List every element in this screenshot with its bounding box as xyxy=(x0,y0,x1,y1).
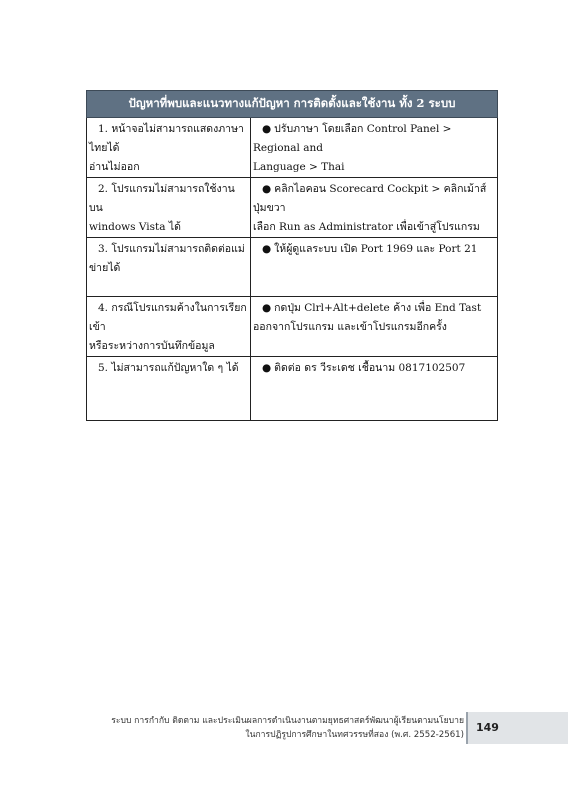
table-row xyxy=(87,357,498,421)
bullet-icon: ● xyxy=(262,123,272,135)
footer-caption xyxy=(111,714,464,742)
page-footer xyxy=(0,712,587,744)
table-row xyxy=(87,297,498,357)
problem-text: หรือระหว่างการบันทึกข้อมูล xyxy=(89,340,215,352)
problem-text: 2. โปรแกรมไม่สามารถใช้งานบน xyxy=(89,183,235,214)
table-row xyxy=(87,118,498,178)
table-title: ปัญหาที่พบและแนวทางแก้ปัญหา การติดตั้งและใช้งาน ทั้ง 2 ระบบ xyxy=(87,91,498,118)
solution-cell xyxy=(251,357,498,421)
problem-cell xyxy=(87,297,251,357)
solution-cell xyxy=(251,238,498,297)
problem-text: 3. โปรแกรมไม่สามารถติดต่อแม่ข่ายได้ xyxy=(89,243,245,274)
solution-text: เลือก Run as Administrator เพื่อเข้าสู่โปรแกรม xyxy=(253,221,480,233)
solution-text: ให้ผู้ดูแลระบบ เปิด Port 1969 และ Port 21 xyxy=(274,243,478,255)
bullet-icon: ● xyxy=(262,302,272,314)
problems-solutions-table xyxy=(86,90,498,421)
footer-line-2: ในการปฏิรูปการศึกษาในทศวรรษที่สอง (พ.ศ. 2552-2561) xyxy=(245,730,464,740)
solution-text: ปรับภาษา โดยเลือก Control Panel > Regional and xyxy=(253,123,452,154)
solution-text: ออกจากโปรแกรม และเข้าโปรแกรมอีกครั้ง xyxy=(253,321,447,333)
problem-cell xyxy=(87,238,251,297)
bullet-icon: ● xyxy=(262,362,272,374)
solution-cell xyxy=(251,118,498,178)
bullet-icon: ● xyxy=(262,243,272,255)
solution-text: คลิกไอคอน Scorecard Cockpit > คลิกเม้าส์ปุ่มขวา xyxy=(253,183,487,214)
table-row xyxy=(87,238,498,297)
solution-cell xyxy=(251,178,498,238)
problem-text: 4. กรณีโปรแกรมค้างในการเรียกเข้า xyxy=(89,302,247,333)
footer-line-1: ระบบ การกำกับ ติดตาม และประเมินผลการดำเนินงานตามยุทธศาสตร์พัฒนาผู้เรียนตามนโยบาย xyxy=(111,716,464,726)
bullet-icon: ● xyxy=(262,183,272,195)
table-row xyxy=(87,178,498,238)
solution-text: ติดต่อ ดร วีระเดช เชื้อนาม 0817102507 xyxy=(274,362,466,374)
problem-text: 5. ไม่สามารถแก้ปัญหาใด ๆ ได้ xyxy=(98,362,239,374)
solution-text: Language > Thai xyxy=(253,161,345,173)
problem-cell xyxy=(87,178,251,238)
page-number: 149 xyxy=(466,712,568,744)
table-header-row xyxy=(87,91,498,118)
solution-cell xyxy=(251,297,498,357)
problem-text: windows Vista ได้ xyxy=(89,221,181,233)
problem-text: 1. หน้าจอไม่สามารถแสดงภาษาไทยได้ xyxy=(89,123,244,154)
solution-text: กดปุ่ม Clrl+Alt+delete ค้าง เพื่อ End Tast xyxy=(274,302,482,314)
problem-cell xyxy=(87,357,251,421)
problem-text: อ่านไม่ออก xyxy=(89,161,140,173)
problem-cell xyxy=(87,118,251,178)
